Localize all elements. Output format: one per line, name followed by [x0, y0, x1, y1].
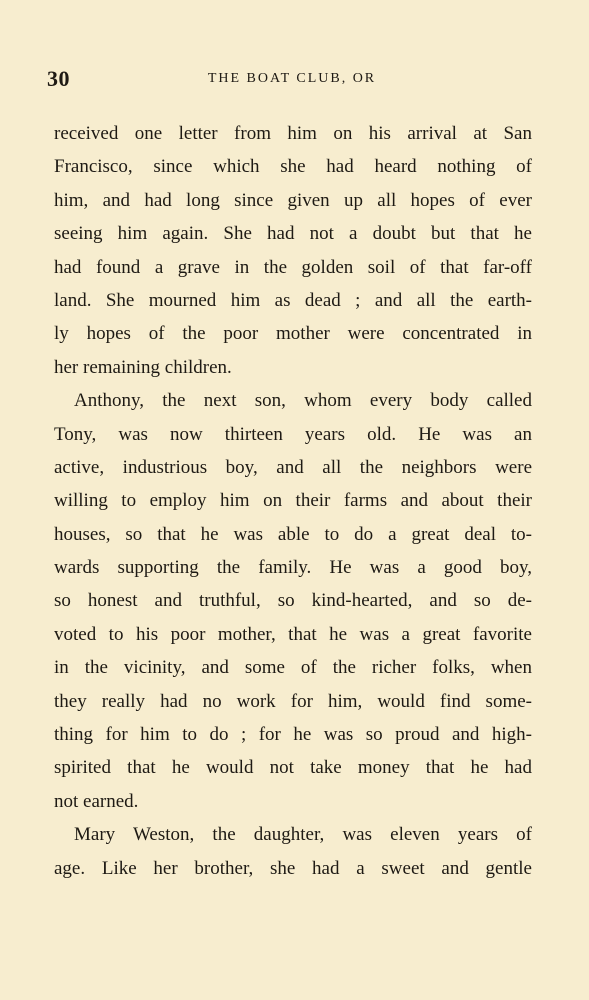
text-line: Francisco, since which she had heard nothing of: [54, 156, 532, 178]
text-line: ly hopes of the poor mother were concentrated in: [54, 323, 532, 345]
text-line: not earned.: [54, 790, 139, 812]
text-line: her remaining children.: [54, 356, 232, 378]
text-line: in the vicinity, and some of the richer folks, when: [54, 657, 532, 679]
text-line: received one letter from him on his arrival at San: [54, 123, 532, 144]
text-line: had found a grave in the golden soil of that far-off: [54, 256, 532, 278]
text-line: wards supporting the family. He was a good boy,: [54, 557, 532, 579]
text-line: him, and had long since given up all hopes of ever: [54, 189, 532, 211]
text-line: active, industrious boy, and all the neighbors were: [54, 456, 532, 478]
text-line: Anthony, the next son, whom every body called: [74, 390, 532, 412]
text-line: they really had no work for him, would find some-: [54, 690, 532, 712]
text-line: land. She mourned him as dead ; and all the earth-: [54, 289, 532, 311]
text-line: Tony, was now thirteen years old. He was an: [54, 423, 532, 445]
page-number: 30: [47, 66, 70, 91]
text-line: age. Like her brother, she had a sweet and gentle: [54, 857, 532, 879]
body-text: [54, 117, 532, 885]
text-line: thing for him to do ; for he was so proud and high-: [54, 724, 532, 746]
text-line: willing to employ him on their farms and about their: [54, 490, 532, 512]
text-line: houses, so that he was able to do a great deal to-: [54, 523, 532, 545]
text-line: voted to his poor mother, that he was a great favorite: [54, 623, 532, 645]
text-line: spirited that he would not take money that he had: [54, 757, 532, 779]
text-line: seeing him again. She had not a doubt but that he: [54, 223, 532, 245]
text-line: so honest and truthful, so kind-hearted, and so de-: [54, 590, 532, 612]
text-line: Mary Weston, the daughter, was eleven years of: [74, 824, 532, 846]
page-header: [47, 66, 537, 96]
running-head: THE BOAT CLUB, OR: [207, 71, 377, 86]
